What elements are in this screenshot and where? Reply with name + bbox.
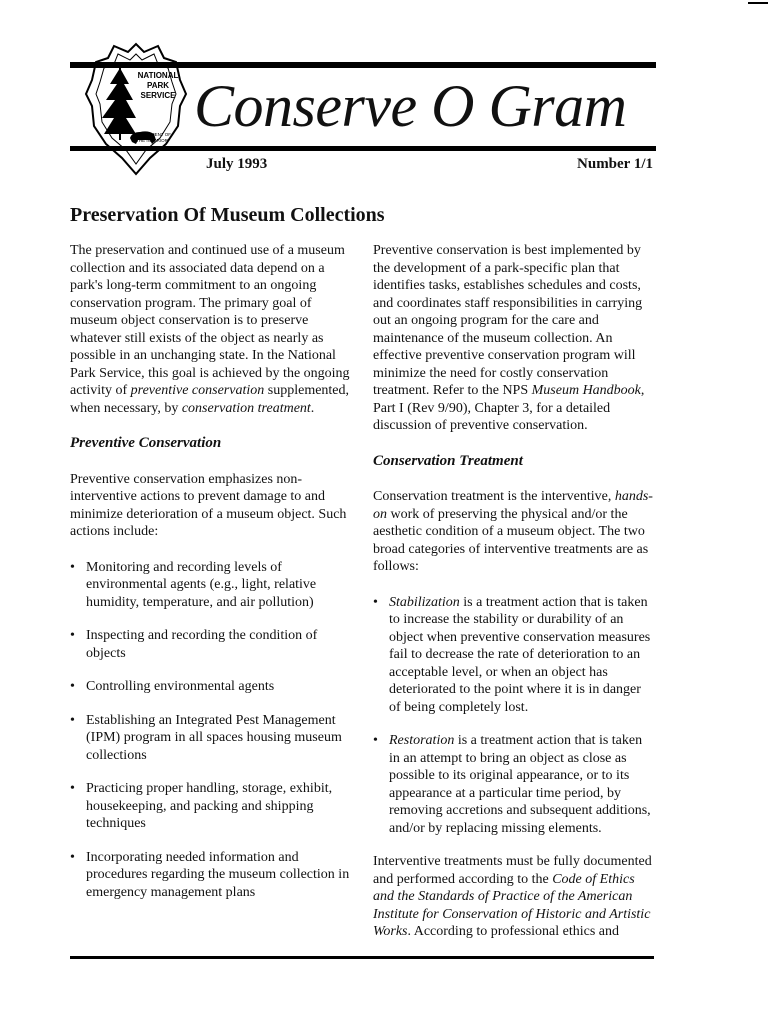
plan-text-2: , Part I (Rev 9/90), Chapter 3, for a detailed discussion of preventive conservation. <box>373 383 645 433</box>
masthead-title: Conserve O Gram <box>194 73 627 139</box>
treatment-paragraph <box>373 488 655 576</box>
closing-text: Interventive treatments must be fully documented and performed according to the <box>373 854 652 887</box>
hands-on-emphasis: hands-on <box>373 489 653 522</box>
logo-text-service: SERVICE <box>140 91 176 100</box>
corner-mark <box>748 2 768 4</box>
intro-text: The preservation and continued use of a museum collection and its associated data depend on a park's long-term commitment to an ongoing conservation program. The primary goal of museum object conservation is to preserve whatever still exists of the object as nearly as possible in an unchanging state. In the National Park Service, this goal is achieved by the ongoing activity of <box>70 243 350 398</box>
heading-conservation-treatment: Conservation Treatment <box>373 452 523 469</box>
logo-text-interior: THE INTERIOR <box>136 138 168 143</box>
treatment-types-list <box>373 594 655 838</box>
masthead-top-rule <box>70 62 656 68</box>
closing-paragraph <box>373 853 655 941</box>
nps-arrowhead-logo <box>84 40 188 180</box>
masthead-bottom-rule <box>70 146 656 151</box>
issue-number: Number 1/1 <box>577 156 653 172</box>
article-title: Preservation Of Museum Collections <box>70 204 385 226</box>
list-item: • Controlling environmental agents <box>70 678 350 696</box>
list-item: • Inspecting and recording the condition of objects <box>70 627 350 662</box>
logo-text-national: NATIONAL <box>137 71 179 80</box>
intro-text-3: . <box>310 400 315 416</box>
list-item: • Incorporating needed information and procedures regarding the museum collection in emergency management plans <box>70 849 350 902</box>
museum-handbook-emphasis: Museum Handbook <box>531 383 641 398</box>
stabilization-text: is a treatment action that is taken to increase the stability or durability of an object when preventive conservation measures fail to decrease the rate of deterioration to an acceptable level, or when an object has deteriorated to the point where it is in danger of being completely lost. <box>389 594 651 715</box>
issue-date: July 1993 <box>206 156 268 172</box>
heading-preventive-conservation: Preventive Conservation <box>70 435 222 451</box>
treatment-text-2: work of preserving the physical and/or the aesthetic condition of a museum object. The two broad categories of interventive treatments are as follows: <box>373 506 649 574</box>
treatment-text: Conservation treatment is the interventive, <box>373 489 615 504</box>
preventive-paragraph: Preventive conservation emphasizes non-interventive actions to prevent damage to and minimize deterioration of a museum object. Such actions include: <box>70 471 347 539</box>
list-item-stabilization <box>373 594 655 717</box>
term-stabilization: Stabilization <box>389 594 460 610</box>
intro-paragraph <box>70 242 350 417</box>
logo-text-department: DEPARTMENT OF <box>132 132 172 137</box>
intro-text-2: supplemented, when necessary, by <box>70 383 350 416</box>
right-column <box>373 242 655 959</box>
preventive-actions-list <box>70 559 350 902</box>
plan-paragraph <box>373 242 655 435</box>
logo-text-park: PARK <box>146 81 170 90</box>
list-item-restoration <box>373 732 655 837</box>
restoration-text: is a treatment action that is taken in an attempt to bring an object as close as possible to its original appearance, or to its appearance at a particular time period, by removing accretions and subsequent additions, and/or by replacing missing elements. <box>389 733 651 836</box>
plan-text: Preventive conservation is best implemented by the development of a park-specific plan that identifies tasks, establishes schedules and costs, and coordinates staff responsibilities in carrying out an ongoing program for the care and maintenance of the museum collection. An effective preventive conservation program will minimize the need for costly conservation treatment. Refer to the NPS <box>373 243 643 398</box>
list-item: • Monitoring and recording levels of environmental agents (e.g., light, relative humidity, temperature, and air pollution) <box>70 559 350 612</box>
intro-emphasis-treatment: conservation treatment <box>181 400 311 416</box>
term-restoration: Restoration <box>389 733 455 748</box>
code-of-ethics-emphasis: Code of Ethics and the Standards of Practice of the American Institute for Conservation of Historic and Artistic Works <box>373 871 651 939</box>
list-item: • Practicing proper handling, storage, exhibit, housekeeping, and packing and shipping techniques <box>70 780 350 833</box>
left-column <box>70 242 350 917</box>
list-item: • Establishing an Integrated Pest Management (IPM) program in all spaces housing museum collections <box>70 712 350 765</box>
footer-rule <box>70 956 654 959</box>
intro-emphasis-preventive: preventive conservation <box>130 383 265 398</box>
closing-text-2: . According to professional ethics and <box>407 924 620 939</box>
